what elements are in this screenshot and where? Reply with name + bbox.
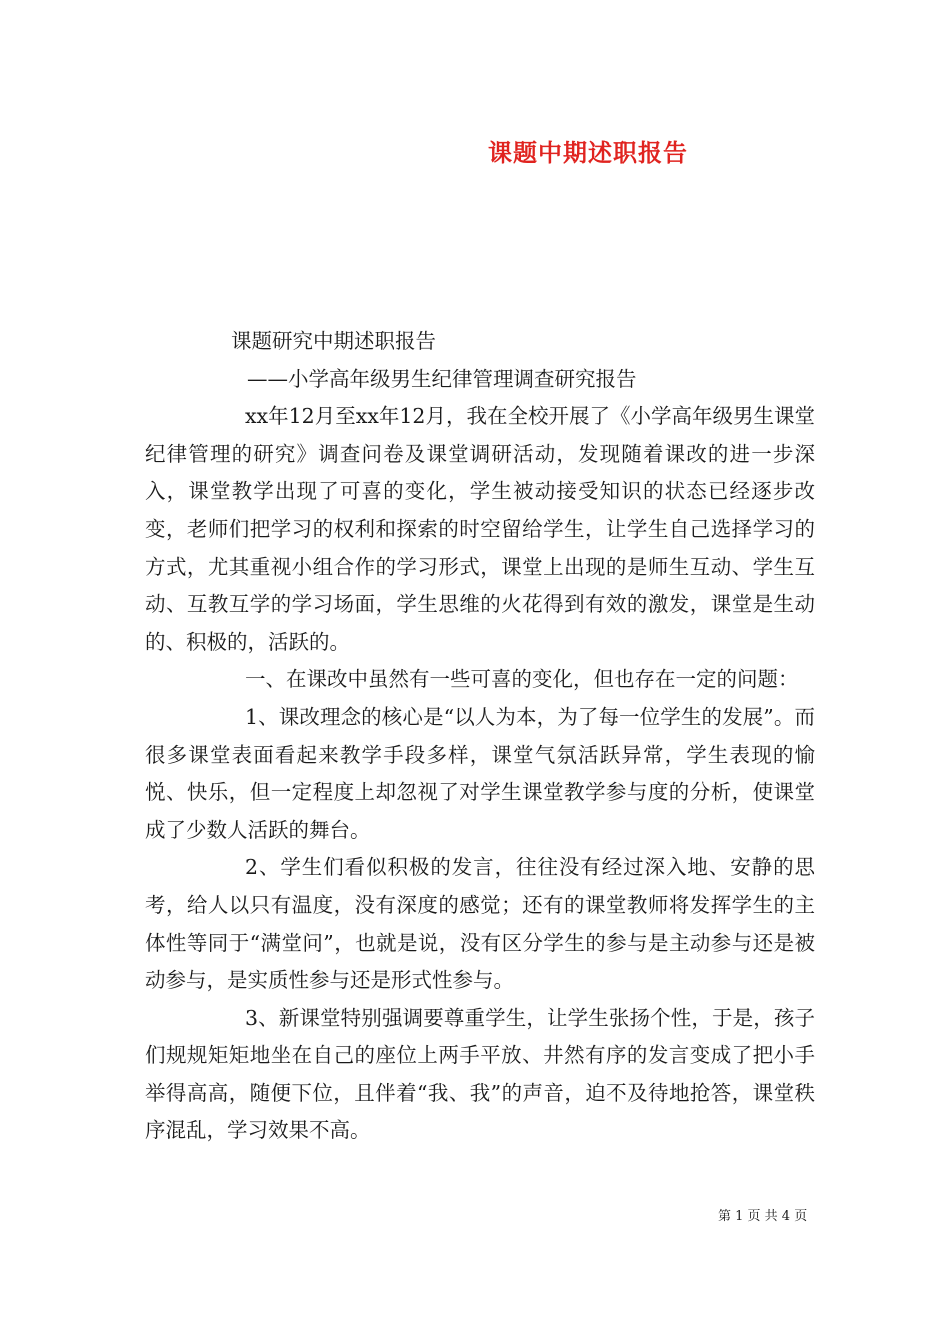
report-subtitle: 课题研究中期述职报告: [231, 329, 436, 353]
body-paragraph: 3、新课堂特别强调要尊重学生，让学生张扬个性，于是，孩子们规规矩矩地坐在自己的座位上两手平放、井然有序的发言变成了把小手举得高高，随便下位，且伴着“我、我”的声音，迫不及待地抢答，课堂秩序混乱，学习效果不高。: [145, 1005, 815, 1143]
body-paragraph: 1、课改理念的核心是“以人为本，为了每一位学生的发展”。而很多课堂表面看起来教学手段多样，课堂气氛活跃异常，学生表现的愉悦、快乐，但一定程度上却忽视了对学生课堂教学参与度的分析，使课堂成了少数人活跃的舞台。: [145, 704, 815, 842]
document-title: 课题中期述职报告: [488, 138, 688, 167]
document-body: [145, 323, 815, 1150]
page-number: 第 1 页 共 4 页: [718, 1209, 808, 1224]
report-subheading: ——小学高年级男生纪律管理调查研究报告: [247, 366, 637, 391]
body-paragraph: 一、在课改中虽然有一些可喜的变化，但也存在一定的问题：: [245, 667, 799, 692]
body-paragraph: 2、学生们看似积极的发言，往往没有经过深入地、安静的思考，给人以只有温度，没有深度的感觉；还有的课堂教师将发挥学生的主体性等同于“满堂问”，也就是说，没有区分学生的参与是主动参与还是被动参与，是实质性参与还是形式性参与。: [145, 855, 815, 993]
body-paragraph: xx年12月至xx年12月，我在全校开展了《小学高年级男生课堂纪律管理的研究》调查问卷及课堂调研活动，发现随着课改的进一步深入，课堂教学出现了可喜的变化，学生被动接受知识的状态已经逐步改变，老师们把学习的权利和探索的时空留给学生，让学生自己选择学习的方式，尤其重视小组合作的学习形式，课堂上出现的是师生互动、学生互动、互教互学的学习场面，学生思维的火花得到有效的激发，课堂是生动的、积极的，活跃的。: [145, 404, 815, 654]
